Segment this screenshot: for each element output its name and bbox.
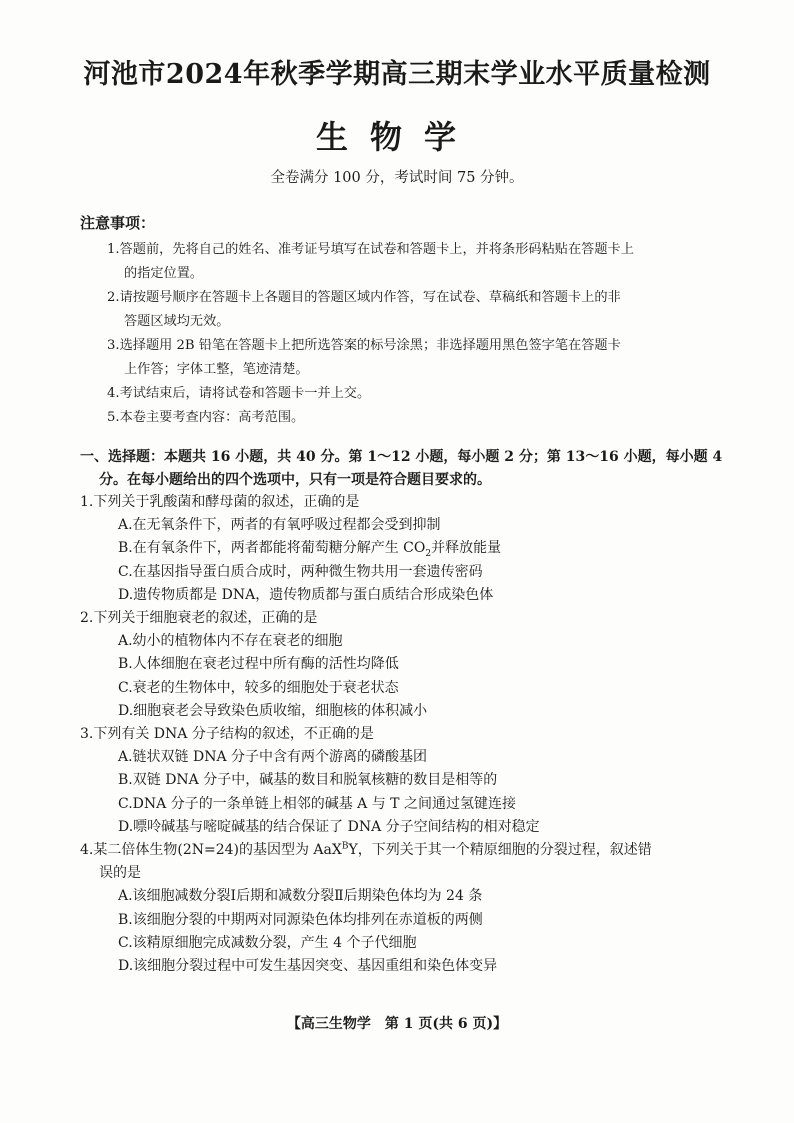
notice-item-3: 3.选择题用 2B 铅笔在答题卡上把所选答案的标号涂黑；非选择题用黑色签字笔在答题卡 xyxy=(107,338,621,353)
notice-list xyxy=(107,238,707,430)
question-2-option-b: B.人体细胞在衰老过程中所有酶的活性均降低 xyxy=(118,656,399,673)
question-list xyxy=(80,491,720,978)
notice-item-1: 1.答题前，先将自己的姓名、准考证号填写在试卷和答题卡上，并将条形码粘贴在答题卡上 xyxy=(107,242,634,257)
question-1-option-c: C.在基因指导蛋白质合成时，两种微生物共用一套遗传密码 xyxy=(118,563,483,580)
question-4-option-d: D.该细胞分裂过程中可发生基因突变、基因重组和染色体变异 xyxy=(118,958,498,975)
notice-heading: 注意事项： xyxy=(80,214,156,232)
option-b-text-end: 并释放能量 xyxy=(431,540,502,557)
score-info: 全卷满分 100 分，考试时间 75 分钟。 xyxy=(270,170,524,186)
question-1-stem: 1.下列关于乳酸菌和酵母菌的叙述，正确的是 xyxy=(80,494,360,510)
notice-item-1-cont: 的指定位置。 xyxy=(124,266,204,281)
question-1-option-a: A.在无氧条件下，两者的有氧呼吸过程都会受到抑制 xyxy=(118,517,441,534)
q4-stem-text-end: Y，下列关于其一个精原细胞的分裂过程，叙述错 xyxy=(348,842,652,859)
question-3-option-c: C.DNA 分子的一条单链上相邻的碱基 A 与 T 之间通过氢键连接 xyxy=(118,795,516,812)
question-4-stem xyxy=(80,839,720,862)
notice-item-2-cont: 答题区域均无效。 xyxy=(124,314,230,329)
notice-item-3-cont: 上作答；字体工整，笔迹清楚。 xyxy=(124,362,309,377)
question-4-option-c: C.该精原细胞完成减数分裂，产生 4 个子代细胞 xyxy=(118,934,417,951)
notice-item-5: 5.本卷主要考查内容：高考范围。 xyxy=(107,410,305,425)
question-4-stem-cont: 误的是 xyxy=(99,865,141,882)
subject-title: 生物学 xyxy=(315,118,478,156)
question-3-option-a: A.链状双链 DNA 分子中含有两个游离的磷酸基团 xyxy=(118,749,428,766)
notice-item-2: 2.请按题号顺序在答题卡上各题目的答题区域内作答，写在试卷、草稿纸和答题卡上的非 xyxy=(107,290,621,305)
question-1-option-b xyxy=(80,537,720,560)
question-2-option-a: A.幼小的植物体内不存在衰老的细胞 xyxy=(118,633,343,650)
section-line-2: 分。在每小题给出的四个选项中，只有一项是符合题目要求的。 xyxy=(99,472,491,488)
option-b-text: B.在有氧条件下，两者都能将葡萄糖分解产生 CO xyxy=(118,540,426,557)
question-3-option-d: D.嘌呤碱基与嘧啶碱基的结合保证了 DNA 分子空间结构的相对稳定 xyxy=(118,818,540,835)
question-2-option-d: D.细胞衰老会导致染色质收缩，细胞核的体积减小 xyxy=(118,702,428,719)
section-line-1: 一、选择题：本题共 16 小题，共 40 分。第 1～12 小题，每小题 2 分；第 13～16 小题，每小题 4 xyxy=(80,449,723,465)
question-2-option-c: C.衰老的生物体中，较多的细胞处于衰老状态 xyxy=(118,679,399,696)
question-2-stem: 2.下列关于细胞衰老的叙述，正确的是 xyxy=(80,610,318,627)
question-1-option-d: D.遗传物质都是 DNA，遗传物质都与蛋白质结合形成染色体 xyxy=(118,586,494,603)
co2-subscript: 2 xyxy=(425,549,432,560)
question-4-option-a: A.该细胞减数分裂Ⅰ后期和减数分裂Ⅱ后期染色体均为 24 条 xyxy=(118,888,483,905)
page-footer: 【高三生物学 第 1 页(共 6 页)】 xyxy=(286,1016,508,1032)
q4-stem-text: 4.某二倍体生物(2N=24)的基因型为 AaX xyxy=(80,842,342,859)
page-title: 河池市2024年秋季学期高三期末学业水平质量检测 xyxy=(83,59,711,90)
question-3-stem: 3.下列有关 DNA 分子结构的叙述，不正确的是 xyxy=(80,726,374,743)
question-4-option-b: B.该细胞分裂的中期两对同源染色体均排列在赤道板的两侧 xyxy=(118,911,483,928)
notice-item-4: 4.考试结束后，请将试卷和答题卡一并上交。 xyxy=(107,386,371,401)
section-heading xyxy=(80,446,723,492)
xb-superscript: B xyxy=(341,841,349,852)
question-3-option-b: B.双链 DNA 分子中，碱基的数目和脱氧核糖的数目是相等的 xyxy=(118,772,498,789)
